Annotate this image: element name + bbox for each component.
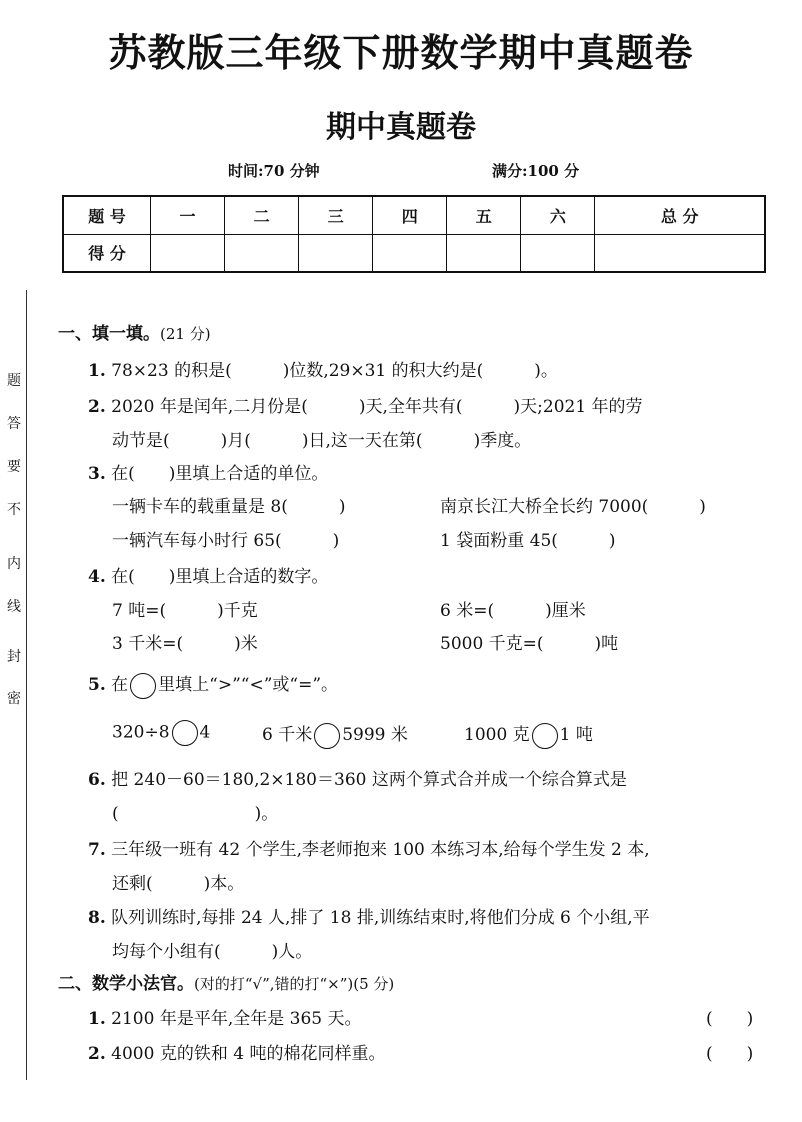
score-table-score-row — [63, 234, 765, 272]
question-text: 4000 克的铁和 4 吨的棉花同样重。 — [111, 1044, 386, 1064]
question-8 — [88, 903, 650, 928]
question-number: 3. — [88, 464, 106, 484]
question-text: 三年级一班有 42 个学生,李老师抱来 100 本练习本,给每个学生发 2 本, — [111, 840, 650, 860]
header-cell: 五 — [447, 196, 521, 234]
q3-item-a: 一辆卡车的载重量是 8( ) — [112, 497, 346, 517]
score-cell[interactable] — [373, 234, 447, 272]
side-char: 题 — [7, 373, 21, 389]
question-text: 把 240－60＝180,2×180＝360 这两个算式合并成一个综合算式是 — [111, 770, 627, 790]
section1-title: 一、填一填。 — [58, 324, 160, 344]
q5-c-right: 1 吨 — [559, 725, 593, 745]
question-number: 1. — [88, 361, 106, 381]
question-6-line2: ( )。 — [112, 804, 279, 824]
header-cell: 四 — [373, 196, 447, 234]
header-cell: 一 — [151, 196, 225, 234]
q3-item-c: 一辆汽车每小时行 65( ) — [112, 531, 340, 551]
side-char: 密 — [7, 691, 21, 707]
question-2-line2: 动节是( )月( )日,这一天在第( )季度。 — [112, 431, 532, 451]
question-7 — [88, 835, 650, 860]
score-cell[interactable] — [521, 234, 595, 272]
judge-question-2 — [88, 1039, 385, 1064]
question-number: 4. — [88, 567, 106, 587]
section2-heading — [58, 969, 394, 994]
score-cell[interactable] — [299, 234, 373, 272]
header-cell: 三 — [299, 196, 373, 234]
question-text: 2020 年是闰年,二月份是( )天,全年共有( )天;2021 年的劳 — [111, 397, 643, 417]
question-text: 队列训练时,每排 24 人,排了 18 排,训练结束时,将他们分成 6 个小组,平 — [111, 908, 650, 928]
q5-item-c — [464, 720, 593, 749]
question-6 — [88, 765, 627, 790]
question-number: 5. — [88, 675, 106, 695]
answer-paren[interactable]: ( ) — [706, 1044, 754, 1064]
page-subtitle: 期中真题卷 — [326, 110, 476, 145]
question-5 — [88, 670, 338, 699]
question-1 — [88, 356, 558, 381]
q5-a-right: 4 — [199, 722, 211, 743]
q5-b-left: 6 千米 — [262, 725, 313, 745]
question-number: 6. — [88, 770, 106, 790]
score-cell[interactable] — [225, 234, 299, 272]
question-number: 8. — [88, 908, 106, 928]
q3-item-d: 1 袋面粉重 45( ) — [440, 531, 616, 551]
q5-b-right: 5999 米 — [342, 725, 408, 745]
question-8-line2: 均每个小组有( )人。 — [112, 942, 313, 962]
question-text-post: 里填上“>”“<”或“=”。 — [158, 675, 339, 695]
section1-heading — [58, 319, 211, 344]
question-number: 7. — [88, 840, 106, 860]
q5-a-left: 320÷8 — [112, 722, 170, 743]
question-number: 2. — [88, 1044, 106, 1064]
side-char: 封 — [7, 649, 21, 665]
header-cell: 题 号 — [63, 196, 151, 234]
q5-item-b — [262, 720, 408, 749]
question-2 — [88, 392, 643, 417]
question-number: 2. — [88, 397, 106, 417]
question-text: 78×23 的积是( )位数,29×31 的积大约是( )。 — [111, 361, 558, 381]
header-cell: 总 分 — [595, 196, 765, 234]
question-4 — [88, 562, 328, 587]
compare-circle-icon — [130, 673, 156, 699]
q4-item-a: 7 吨=( )千克 — [112, 601, 258, 621]
score-table — [62, 195, 766, 273]
compare-circle-input[interactable] — [532, 723, 558, 749]
question-text: 2100 年是平年,全年是 365 天。 — [111, 1009, 362, 1029]
compare-circle-input[interactable] — [314, 723, 340, 749]
q4-item-c: 3 千米=( )米 — [112, 634, 258, 654]
judge-question-1 — [88, 1004, 361, 1029]
question-text: 在( )里填上合适的单位。 — [111, 464, 329, 484]
section2-note: (对的打“√”,错的打“×”)(5 分) — [194, 975, 395, 993]
score-cell[interactable] — [595, 234, 765, 272]
score-cell[interactable] — [151, 234, 225, 272]
side-char: 不 — [7, 502, 21, 518]
row-label: 得 分 — [63, 234, 151, 272]
q3-item-b: 南京长江大桥全长约 7000( ) — [440, 497, 706, 517]
question-text: 在( )里填上合适的数字。 — [111, 567, 329, 587]
score-table-header-row — [63, 196, 765, 234]
score-cell[interactable] — [447, 234, 521, 272]
q4-item-d: 5000 千克=( )吨 — [440, 634, 619, 654]
compare-circle-input[interactable] — [172, 720, 198, 746]
page-title: 苏教版三年级下册数学期中真题卷 — [108, 31, 694, 75]
q4-item-b: 6 米=( )厘米 — [440, 601, 586, 621]
full-score: 满分:100 分 — [492, 162, 580, 180]
q5-item-a — [112, 720, 210, 746]
q5-c-left: 1000 克 — [464, 725, 530, 745]
section1-points: (21 分) — [160, 325, 211, 343]
side-char: 要 — [7, 459, 21, 475]
header-cell: 六 — [521, 196, 595, 234]
section2-title: 二、数学小法官。 — [58, 974, 194, 994]
side-char: 内 — [7, 556, 21, 572]
question-3 — [88, 459, 328, 484]
question-number: 1. — [88, 1009, 106, 1029]
answer-paren[interactable]: ( ) — [706, 1009, 754, 1029]
question-7-line2: 还剩( )本。 — [112, 874, 245, 894]
side-char: 答 — [7, 416, 21, 432]
time-limit: 时间:70 分钟 — [228, 162, 320, 180]
side-char: 线 — [7, 599, 21, 615]
binding-line — [26, 290, 27, 1080]
header-cell: 二 — [225, 196, 299, 234]
question-text-pre: 在 — [111, 675, 129, 695]
